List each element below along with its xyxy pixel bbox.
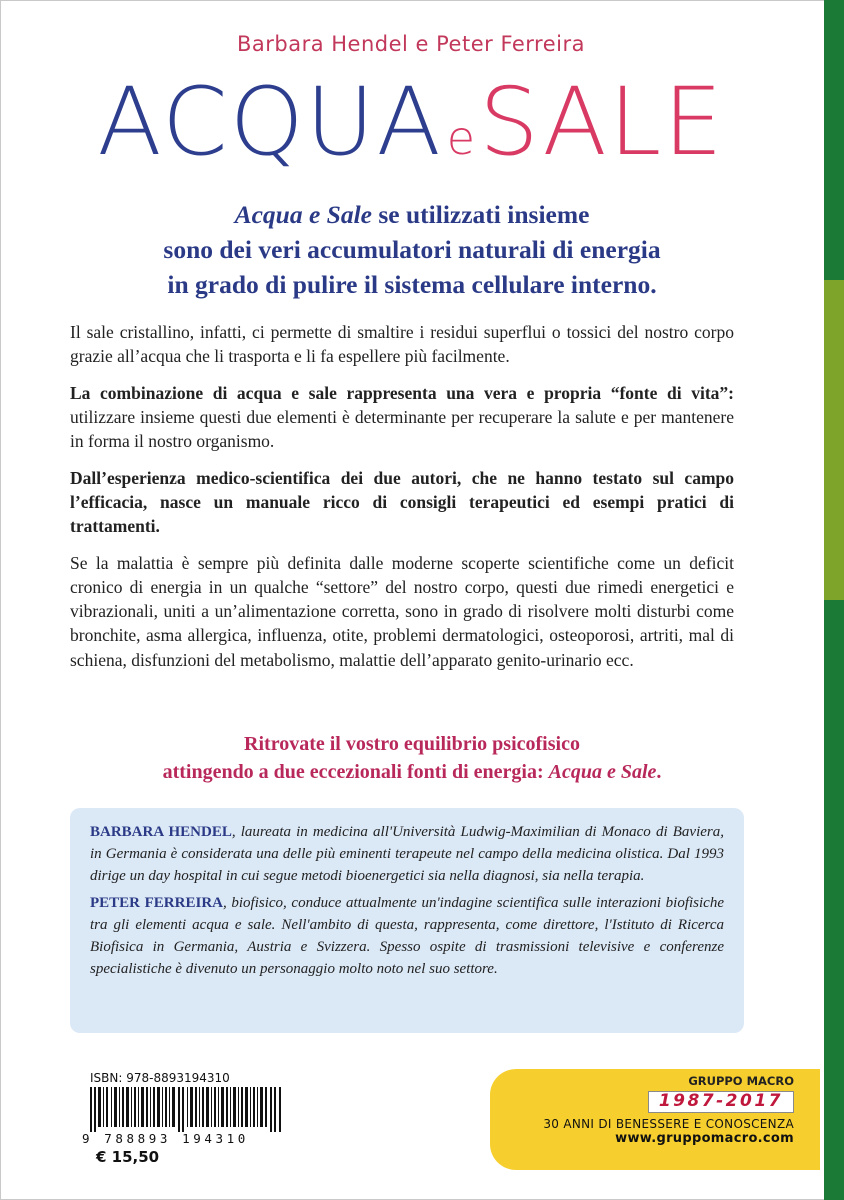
bio-peter-ferreira — [90, 893, 724, 980]
lead-statement — [40, 198, 784, 303]
title-acqua: ACQUA — [97, 68, 443, 177]
tagline-line-2 — [40, 758, 784, 786]
bio-barbara-hendel — [90, 822, 724, 887]
lead-line-2: sono dei veri accumulatori naturali di energia — [163, 234, 661, 264]
lead-line-3: in grado di pulire il sistema cellulare interno. — [167, 269, 657, 299]
lead-italic: Acqua e Sale — [234, 200, 372, 229]
authors: Barbara Hendel e Peter Ferreira — [236, 32, 585, 56]
publisher-tagline: 30 ANNI DI BENESSERE E CONOSCENZA — [543, 1116, 794, 1131]
publisher-group: GRUPPO MACRO — [688, 1074, 794, 1088]
isbn-label: ISBN: 978-8893194310 — [90, 1071, 230, 1085]
bio-name: BARBARA HENDEL — [90, 824, 232, 840]
description-paragraph-2-bold: La combinazione di acqua e sale rappresenta una vera e propria “fonte di vita”: — [70, 382, 734, 403]
bio-text: , biofisico, conduce attualmente un'indagine scientifica sulle interazioni biofisiche tra gli elementi acqua e sale. Nell'ambito di questa, rappresenta, come direttore, l'Istituto di Ricerca Biofisica in Germania, Austria e Svizzera. Spesso ospite di trasmissioni televisive e conferenze specialistiche è divenuto un personaggio molto noto nel suo settore. — [90, 895, 724, 977]
price: € 15,50 — [96, 1148, 160, 1166]
bio-name: PETER FERREIRA — [90, 895, 223, 912]
description-paragraph-2-text: utilizzare insieme questi due elementi è determinante per recuperare la salute e per mantenere in forma il nostro organismo. — [70, 406, 734, 452]
tagline-italic: Acqua e Sale — [548, 761, 657, 783]
isbn-digits: 9 788893 194310 — [82, 1131, 249, 1146]
description-paragraph-4: Se la malattia è sempre più definita dalle moderne scoperte scientifiche come un deficit cronico di energia in un qualche “settore” del nostro corpo, questi due rimedi energetici e vibrazionali, uniti a un’alimentazione corretta, sono in grado di risolvere molti disturbi come bronchite, asma allergica, influenza, otite, problemi dermatologici, osteoporosi, artriti, mal di schiena, disfunzioni del metabolismo, malattie dell’apparato genito-urinario ecc. — [70, 552, 734, 670]
description-paragraph-1: Il sale cristallino, infatti, ci permette di smaltire i residui superflui o tossici del nostro corpo grazie all’acqua che li trasporta e li fa espellere più facilmente. — [70, 322, 734, 367]
bio-text: , laureata in medicina all'Università Ludwig-Maximilian di Monaco di Baviera, in Germania è considerata una delle più eminenti terapeute nel campo della medicina olistica. Dal 1993 dirige un day hospital in cui segue metodi bioenergetici sia nella diagnosi, sia nella terapia. — [90, 824, 724, 884]
anniversary-years: 1987-2017 — [648, 1091, 794, 1113]
title-sale: SALE — [479, 68, 725, 177]
lead-line-1 — [40, 198, 784, 233]
title-e: e — [446, 111, 476, 165]
description-paragraph-2 — [70, 381, 734, 454]
tagline-end: . — [656, 761, 662, 783]
description — [70, 320, 734, 684]
spine-color-bar — [824, 0, 844, 1200]
tagline-line-2-text: attingendo a due eccezionali fonti di energia: — [162, 761, 549, 783]
barcode-image — [90, 1087, 282, 1132]
publisher-url: www.gruppomacro.com — [615, 1130, 794, 1146]
tagline-line-1: Ritrovate il vostro equilibrio psicofisico — [244, 733, 580, 755]
publisher-badge — [490, 1069, 820, 1170]
author-bios-box — [70, 808, 744, 1033]
book-title — [0, 68, 822, 177]
description-paragraph-3: Dall’esperienza medico-scientifica dei due autori, che ne hanno testato sul campo l’efficacia, nasce un manuale ricco di consigli terapeutici ed esempi pratici di trattamenti. — [70, 467, 734, 537]
lead-line-1-rest: se utilizzati insieme — [372, 200, 590, 229]
tagline — [40, 730, 784, 786]
